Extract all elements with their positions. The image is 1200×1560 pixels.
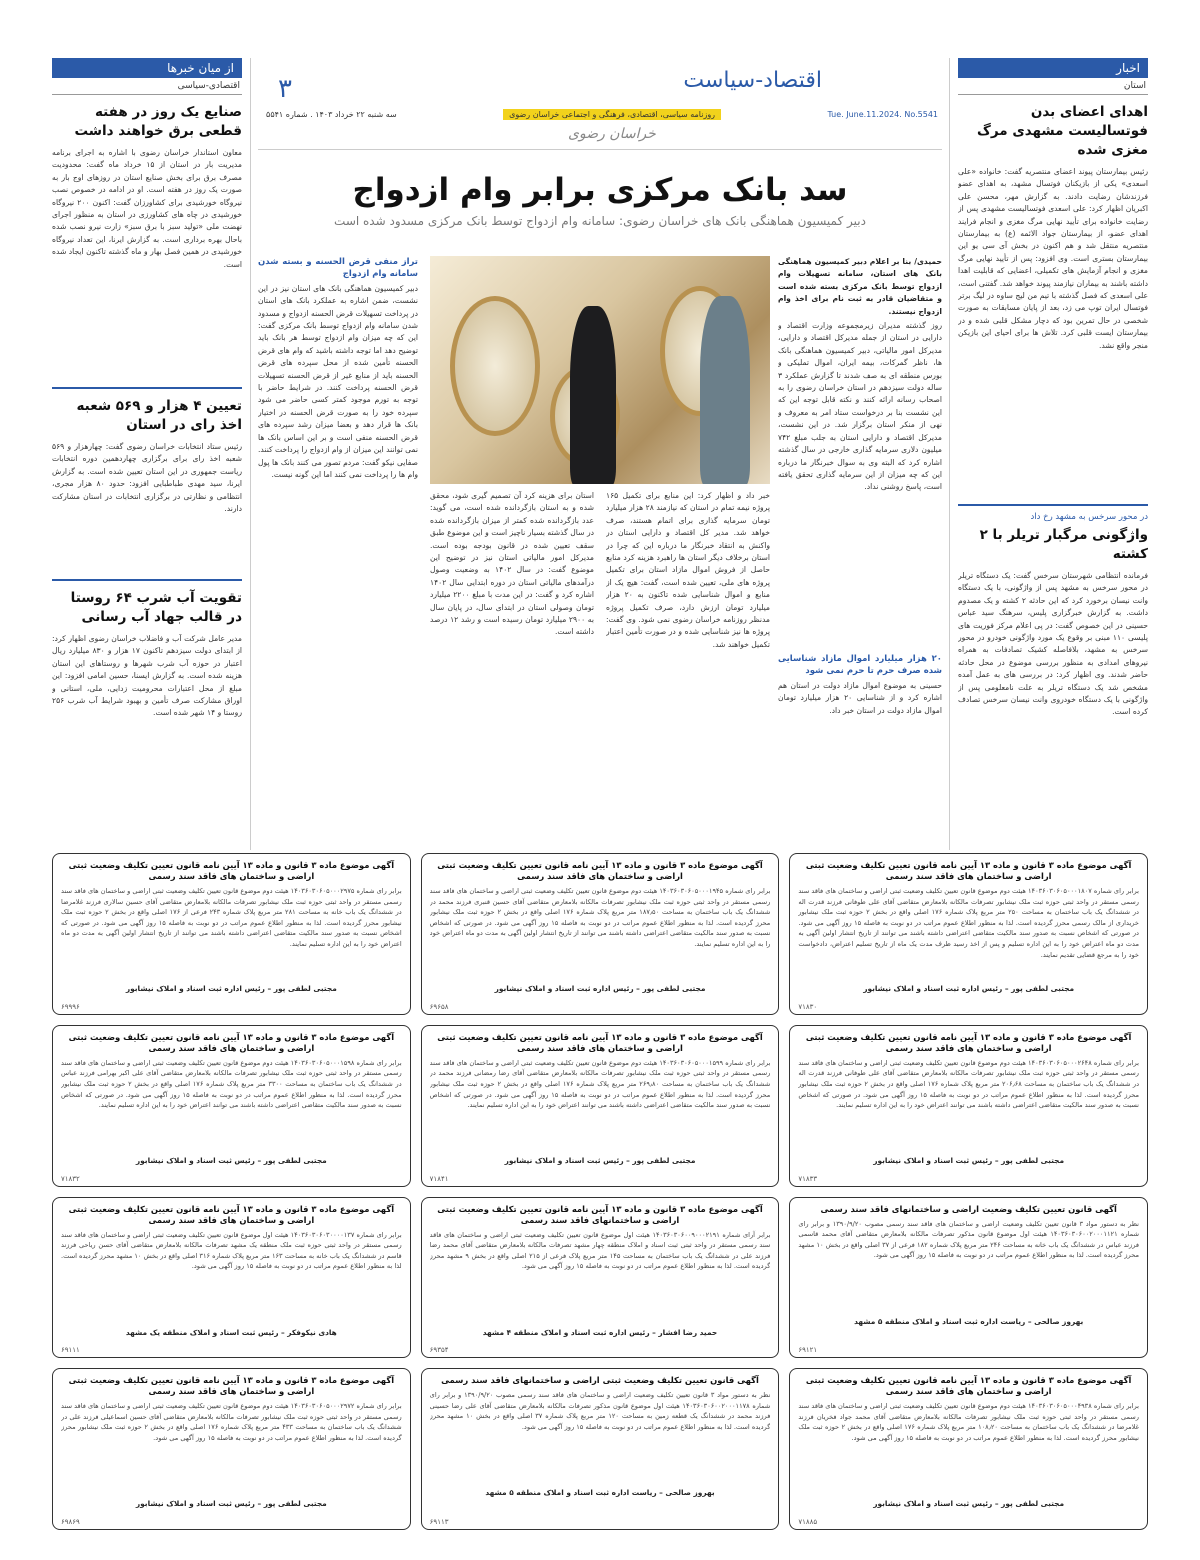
ad-title: آگهی موضوع ماده ۳ قانون و ماده ۱۳ آیین نامه قانون تعیین تکلیف وضعیت ثبتی اراضی و ساختمان های فاقد سند رسمی <box>68 1375 395 1397</box>
ad-title: آگهی موضوع ماده ۳ قانون و ماده ۱۳ آیین نامه قانون تعیین تکلیف وضعیت ثبتی اراضی و ساختمان های فاقد سند رسمی <box>437 860 763 881</box>
ad-signature: مجتبی لطفی پور – رئیس ثبت اسناد و املاک نیشابور <box>135 1155 327 1165</box>
ad-number: ۶۹۱۱۱ <box>61 1346 80 1355</box>
ad-title: آگهی موضوع ماده ۳ قانون و ماده ۱۳ آیین نامه قانون تعیین تکلیف وضعیت ثبتی اراضی و ساختمان های فاقد سند رسمی <box>437 1031 763 1053</box>
legal-ad[interactable] <box>421 1368 780 1530</box>
story-text: دبیر کمیسیون هماهنگی بانک های استان نیز در این نشست، ضمن اشاره به عملکرد بانک های استان در پرداخت تسهیلات قرض الحسنه ازدواج و مسدود شدن سامانه وام ازدواج توسط بانک مرکزی گفت: این که چه میزان وام ازدواج توسط هر بانک باید توضیح دهد اما توجه داشته باشید که وام های قرض الحسنه تأمین شده از محل سپرده های قرض الحسنه باید از منابع غیر از قرض الحسنه تسهیلات قرض الحسنه پرداخت کنند. در شرایط حاضر با توجه به تورم موجود کمتر کسی حاضر می شود سپرده خود را به صورت قرض الحسنه در اختیار بانک ها قرار دهد و بعضا میزان رشد سپرده های قرض الحسنه منفی است و بر این اساس بانک ها نمی توانند این میزان از وام ازدواج را پرداخت کنند. صفایی نیکو گفت: مردم تصور می کنند بانک ها پول وام ها را پرداخت نمی کنند اما این گونه نیست. <box>258 283 418 479</box>
ad-title: آگهی موضوع ماده ۳ قانون و ماده ۱۳ آیین نامه قانون تعیین تکلیف وضعیت ثبتی اراضی و ساختمان های فاقد سند رسمی <box>805 860 1132 881</box>
news-kicker: در محور سرخس به مشهد رخ داد <box>1030 512 1148 522</box>
ad-title: آگهی موضوع ماده ۳ قانون و ماده ۱۳ آیین نامه قانون تعیین تکلیف وضعیت ثبتی اراضی و ساختمان های فاقد سند رسمی <box>805 1031 1132 1053</box>
ad-signature: مجتبی لطفی پور – رئیس ثبت اسناد و املاک نیشابور <box>873 1499 1065 1509</box>
legal-ad[interactable] <box>789 1368 1148 1530</box>
ad-title: آگهی موضوع ماده ۳ قانون و ماده ۱۳ آیین نامه قانون تعیین تکلیف وضعیت ثبتی اراضی و ساختمان های فاقد سند رسمی <box>805 1375 1132 1397</box>
mirror-shape <box>450 296 540 436</box>
ad-title: آگهی موضوع ماده ۳ قانون و ماده ۱۳ آیین نامه قانون تعیین تکلیف وضعیت ثبتی اراضی و ساختمان های فاقد سند رسمی <box>68 1031 395 1053</box>
story-subheading: ۲۰ هزار میلیارد اموال مازاد شناسایی شده صرف حرم تا حرم نمی شود <box>778 654 942 677</box>
ad-number: ۶۹۱۱۳ <box>429 1518 449 1526</box>
news-body: فرمانده انتظامی شهرستان سرخس گفت: یک دستگاه تریلر در محور سرخس به مشهد پس از واژگونی، با یک دستگاه وانت نیسان برخورد کرد که این حادثه ۲ کشته و یک مصدوم داشت. به گزارش خبرگزاری پلیس، سرهنگ سید عباس حسینی در این خصوص گفت: در پی اعلام مرکز فوریت های پلیسی ۱۱۰ مبنی بر وقوع یک مورد واژگونی خودرو در محور سرخس به مشهد، بلافاصله کشیک تصادفات به همراه نیروهای امدادی به منظور بررسی موضوع در محل حادثه حاضر شدند. وی اظهار کرد: در بررسی های به عمل آمده مشخص شد یک دستگاه تریلر به علت نامعلومی پس از واژگونی با یک دستگاه خودروی وانت نیسان سرخس تصادف کرده است. <box>958 571 1148 717</box>
main-headline[interactable]: سد بانک مرکزی برابر وام ازدواج <box>352 172 848 208</box>
ad-number: ۶۹۶۵۸ <box>429 1002 449 1011</box>
legal-ad[interactable] <box>52 853 411 1015</box>
story-column-4 <box>258 256 418 842</box>
ad-signature: مجتبی لطفی پور – رئیس ثبت اسناد و املاک نیشابور <box>504 1155 696 1165</box>
story-lead: حمیدی/ بنا بر اعلام دبیر کمیسیون هماهنگی بانک های استان، سامانه تسهیلات وام ازدواج توسط بانک مرکزی بسته شده است و متقاضیان قادر به ثبت نام برای اخذ وام ازدواج نیستند. <box>778 257 942 316</box>
ad-body: برابر رای شماره ۱۴۰۳۶۰۳۰۶۰۵۰۰۰۴۹۳۸ هیئت دوم موضوع قانون تعیین تکلیف وضعیت ثبتی اراضی و ساختمان های فاقد سند رسمی مستقر در واحد ثبتی حوزه ثبت ملک نیشابور تصرفات مالکانه بلامعارض متقاضی آقای محمد جواد فخریان فرزند غلامرضا در ششدانگ یک باب ساختمان به مساحت ۱۰۸٫۲۰ متر مربع پلاک شماره ۱۷۶ اصلی واقع در بخش ۲ حوزه ثبت ملک نیشابور محرز گردیده است. لذا به منظور اطلاع عموم مراتب در دو نوبت به فاصله ۱۵ روز آگهی می شود. <box>798 1402 1139 1443</box>
legal-ad[interactable] <box>52 1368 411 1530</box>
page-header <box>258 58 942 150</box>
ad-signature: مجتبی لطفی پور – رئیس اداره ثبت اسناد و املاک نیشابور <box>494 984 706 993</box>
news-headline[interactable]: تعیین ۴ هزار و ۵۶۹ شعبه اخذ رای در استان <box>76 398 242 433</box>
story-column-3: استان برای هزینه کرد آن تصمیم گیری شود، محقق شده و به استان بازگردانده شده است، می گوید: عدد بازگردانده شده کمتر از میزان بازگردانده شده در سال گذشته بسیار ناچیز است و این موضوع طبق سقف تعیین شده در قانون بودجه بوده است. مدیرکل امور مالیاتی استان نیز در توضیح این موضوع گفت: در سال ۱۴۰۲ به وضعیت وصول درآمدهای مالیاتی استان در دوره ابتدایی سال ۱۴۰۲ اشاره کرد و گفت: در این مدت با مبلغ ۲۲۰۰ میلیارد تومان وصولی استان در ابتدای سال، در پایان سال به ۲۹۰۰ میلیارد تومان رسیده است و رشد ۱۲ درصد داشته است. <box>430 491 594 637</box>
news-body: رئیس بیمارستان پیوند اعضای منتصریه گفت: خانواده «علی اسعدی» یکی از بازیکنان فوتسال مشهد، به اهدای عضو فرزندشان رضایت دادند. به گزارش مهر، محسن علی اکبریان اظهار کرد: علی اسعدی فوتسالیست مشهدی پس از رضایت خانواده برای تأیید نهایی مرگ مغزی و انجام فرایند اهدای عضو، از بیمارستان جواد الائمه (ع) به بیمارستان منتصریه منتقل شد و هم اکنون در بخش آی سی یو این بیمارستان بستری است. وی افزود: پس از تأیید نهایی مرگ مغزی و انجام آزمایش های تکمیلی، اعضایی که قابلیت اهدا داشته باشند به بیماران نیازمند پیوند خواهد شد. گفتنی است، علی اسعدی که فصل گذشته با تیم من لیج ساوه در لیگ برتر فوتسال ایران توپ می زد، بعد از پایان مسابقات به صورت شخصی در حال تمرین بود که دچار مشکل قلبی شده و در بیمارستان ایست قلبی کرد. تلاش ها برای احیای این بازیکن منجر واقع نشد. <box>958 167 1148 350</box>
ad-title: آگهی موضوع ماده ۳ قانون و ماده ۱۳ آیین نامه قانون تعیین تکلیف وضعیت ثبتی اراضی و ساختمان های فاقد سند رسمی <box>68 860 395 881</box>
story-columns <box>258 256 942 846</box>
date-bar <box>258 106 942 122</box>
ad-number: ۶۹۱۲۱ <box>798 1346 818 1355</box>
date-persian: سه شنبه ۲۲ خرداد ۱۴۰۳ . شماره ۵۵۴۱ <box>266 109 397 119</box>
ad-body: برابر رای شماره ۱۴۰۳۶۰۳۰۶۰۵۰۰۰۲۹۷۲ هیئت دوم موضوع قانون تعیین تکلیف وضعیت ثبتی اراضی و ساختمان های فاقد سند رسمی مستقر در واحد ثبتی حوزه ثبت ملک نیشابور تصرفات مالکانه بلامعارض متقاضی آقای حسین اسماعیلی فرزند علی در ششدانگ یک باب ساختمان به مساحت ۴۳۳ متر مربع پلاک شماره ۱۷۶ اصلی واقع در بخش ۲ حوزه ثبت ملک نیشابور محرز گردیده است. لذا به منظور اطلاع عموم مراتب در دو نوبت به فاصله ۱۵ روز آگهی می شود. <box>61 1402 402 1443</box>
column-divider <box>250 58 251 850</box>
legal-ad[interactable] <box>789 1197 1148 1359</box>
ad-title: آگهی موضوع ماده ۳ قانون و ماده ۱۳ آیین نامه قانون تعیین تکلیف وضعیت ثبتی اراضی و ساختمانهای فاقد سند رسمی <box>437 1203 763 1225</box>
ad-body: برابر رای شماره ۱۴۰۳۶۰۳۰۶۰۵۰۰۰۱۸۰۷ هیئت دوم موضوع قانون تعیین تکلیف وضعیت ثبتی اراضی و ساختمان های فاقد سند رسمی مستقر در واحد ثبتی حوزه ثبت ملک نیشابور تصرفات مالکانه بلامعارض متقاضی آقای علی طوفانی فرزند قدرت اله در ششدانگ یک باب ساختمان به مساحت ۲۵۰ متر مربع پلاک شماره ۱۷۶ اصلی واقع در بخش ۲ حوزه ثبت ملک نیشابور خریداری از مالک رسمی محرز گردیده است. لذا به منظور اطلاع عموم مراتب در دو نوبت به فاصله ۱۵ روز آگهی می شود. در صورتی که اشخاص نسبت به صدور سند مالکیت متقاضی اعتراضی داشته باشند می توانند از تاریخ انتشار اولین آگهی به مدت دو ماه اعتراض خود را به این اداره تسلیم و پس از اخذ رسید ظرف مدت یک ماه از تاریخ تسلیم اعتراض، دادخواست خود را به مرجع قضایی تقدیم نمایند. <box>798 887 1139 959</box>
story-text: روز گذشته مدیران زیرمجموعه وزارت اقتصاد و دارایی در استان از جمله مدیرکل اقتصاد و دارایی، مدیرکل امور مالیاتی، دبیر کمیسیون هماهنگی بانک ها، ناظر گمرکات، بیمه ایران، اموال تملیکی و بورس منطقه ای به صف شدند تا گزارش عملکرد ۳ ساله دولت سیزدهم در استان خراسان رضوی را به اصحاب رسانه ارائه کنند و نکته قابل توجه این که این نشست بنا بر درخواست ستاد امر به معروف و نهی از منکر استان برگزار شد. در این نشست، مدیرکل اقتصاد و دارایی استان به جلب مبلغ ۷۴۲ میلیون دلاری سرمایه گذاری خارجی در سال گذشته اشاره کرد که البته وی به سوال خبرنگار ما درباره این که چه میزان از این سرمایه گذاری تحقق یافته است، پاسخ روشنی نداد. <box>778 321 942 492</box>
legal-ad[interactable] <box>421 1197 780 1359</box>
section-title: اقتصاد-سیاست <box>683 68 822 93</box>
ad-body: برابر رای شماره ۱۴۰۳۶۰۳۰۶۰۵۰۰۰۱۹۴۵ هیئت دوم موضوع قانون تعیین تکلیف وضعیت ثبتی اراضی و ساختمان های فاقد سند رسمی مستقر در واحد ثبتی حوزه ثبت ملک نیشابور تصرفات مالکانه بلامعارض متقاضی آقای حسین قنبری فرزند محمد در ششدانگ یک باب ساختمان به مساحت ۱۸۷٫۵۰ متر مربع پلاک شماره ۱۷۶ اصلی واقع در بخش ۲ حوزه ثبت ملک نیشابور محرز گردیده است. لذا به منظور اطلاع عموم مراتب در دو نوبت به فاصله ۱۵ روز آگهی می شود. در صورتی که اشخاص نسبت به صدور سند مالکیت متقاضی اعتراضی داشته باشند می توانند از تاریخ انتشار اولین آگهی به مدت دو ماه اعتراض خود را به این اداره تسلیم نمایند. <box>429 887 771 948</box>
ad-number: ۷۱۸۳۲ <box>61 1174 80 1183</box>
ad-body: نظر به دستور مواد ۳ قانون تعیین تکلیف وضعیت اراضی و ساختمان های فاقد سند رسمی مصوب ۱۳۹۰/۹/۲۰ و برابر رای شماره ۱۴۰۳۶۰۳۰۶۰۰۲۰۰۰۱۱۲۱ هیئت اول موضوع قانون مذکور تصرفات مالکانه بلامعارض متقاضی آقای محمد قاسمی فرزند عباس در ششدانگ یک باب خانه به مساحت ۲۴۶ متر مربع پلاک شماره ۱۸۲ فرعی از ۳۷ اصلی واقع در بخش ۱۰ مشهد محرز گردیده است. لذا به منظور اطلاع عموم مراتب در دو نوبت به فاصله ۱۵ روز آگهی می شود. <box>798 1219 1139 1260</box>
section-tag: اخبار <box>958 58 1148 78</box>
ad-signature: مجتبی لطفی پور – رئیس ثبت اسناد و املاک نیشابور <box>135 1499 327 1509</box>
ad-body: برابر رای شماره ۱۴۰۳۶۰۳۰۶۰۵۰۰۰۱۵۹۹ هیئت دوم موضوع قانون تعیین تکلیف وضعیت ثبتی اراضی و ساختمان های فاقد سند رسمی مستقر در واحد ثبتی حوزه ثبت ملک نیشابور تصرفات مالکانه بلامعارض متقاضی آقای رضا رمضانی فرزند محمد در ششدانگ یک باب ساختمان به مساحت ۲۶۹٫۸۰ متر مربع پلاک شماره ۱۷۶ اصلی واقع در بخش ۲ حوزه ثبت ملک نیشابور محرز گردیده است. لذا به منظور اطلاع عموم مراتب در دو نوبت به فاصله ۱۵ روز آگهی می شود. در صورتی که اشخاص نسبت به صدور سند مالکیت متقاضی اعتراضی داشته باشند می توانند اعتراض خود را به این اداره تسلیم نمایند. <box>429 1058 771 1110</box>
news-headline[interactable]: واژگونی مرگبار تریلر با ۲ کشته <box>979 527 1148 562</box>
legal-ad[interactable] <box>789 1025 1148 1187</box>
ad-number: ۷۱۸۳۰ <box>798 1002 818 1011</box>
date-english: Tue. June.11.2024. No.5541 <box>827 109 938 119</box>
ad-signature: بهروز صالحی – ریاست اداره ثبت اسناد و املاک منطقه ۵ مشهد <box>854 1316 1084 1326</box>
legal-ad[interactable] <box>52 1025 411 1187</box>
newspaper-logo: خراسان رضوی <box>568 126 656 142</box>
ad-signature: بهروز صالحی – ریاست اداره ثبت اسناد و املاک منطقه ۵ مشهد <box>485 1488 715 1498</box>
news-body: رئیس ستاد انتخابات خراسان رضوی گفت: چهارهزار و ۵۶۹ شعبه اخذ رای برای برگزاری چهاردهمین دوره انتخابات ریاست جمهوری در این استان تعیین شده است. به گزارش ایرنا، سید مهدی طباطبایی افزود: حدود ۸۰ هزار مجری، انتظامی و نظارتی در برگزاری انتخابات در استان مشارکت دارند. <box>52 442 242 514</box>
legal-ads-grid <box>52 853 1148 1530</box>
story-column-2: خبر داد و اظهار کرد: این منابع برای تکمیل ۱۶۵ پروژه نیمه تمام در استان که نیازمند ۲۸ هزار میلیارد تومان سرمایه گذاری برای اتمام هستند، صرف خواهد شد. مدیر کل اقتصاد و دارایی استان در واکنش به انتقاد خبرنگار ما درباره این که چرا در استان برخلاف دیگر استان ها راهبرد هزینه کرد منابع حاصل از فروش اموال مازاد استان برای تکمیل پروژه های ملی، تعیین شده است، گفت: هیچ یک از منابع و اموال شناسایی شده تاکنون به ۲۰ هزار میلیارد تومان ارزش دارد، صرف تکمیل پروژه مدنظر روزنامه خراسان رضوی نمی شود. وی گفت: پروژه ها نیز شناسایی شده و در صورت تأمین اعتبار تکمیل خواهند شد. <box>606 491 770 649</box>
story-column-1 <box>778 256 942 842</box>
divider <box>52 387 242 389</box>
paper-tagline: روزنامه سیاسی، اقتصادی، فرهنگی و اجتماعی خراسان رضوی <box>503 109 721 120</box>
column-divider <box>949 58 950 850</box>
ad-signature: مجتبی لطفی پور – رئیس اداره ثبت اسناد و املاک نیشابور <box>863 984 1075 993</box>
legal-ad[interactable] <box>421 853 780 1015</box>
ad-title: آگهی موضوع ماده ۳ قانون و ماده ۱۳ آیین نامه قانون تعیین تکلیف وضعیت ثبتی اراضی و ساختمان های فاقد سند رسمی <box>68 1203 395 1225</box>
main-story-area <box>258 58 942 850</box>
left-news-column <box>52 58 242 850</box>
ad-title: آگهی قانون تعیین تکلیف وضعیت اراضی و ساختمانهای فاقد سند رسمی <box>820 1203 1117 1214</box>
ad-body: برابر رای شماره ۱۴۰۳۶۰۳۰۶۰۵۰۰۰۲۶۴۸ هیئت دوم موضوع قانون تعیین تکلیف وضعیت ثبتی اراضی و ساختمان های فاقد سند رسمی مستقر در واحد ثبتی حوزه ثبت ملک نیشابور تصرفات مالکانه بلامعارض متقاضی آقای علی طوفانی فرزند قدرت اله در ششدانگ یک باب ساختمان به مساحت ۲۰۶٫۶۸ متر مربع پلاک شماره ۱۷۶ اصلی واقع در بخش ۲ حوزه ثبت ملک نیشابور محرز گردیده است. لذا به منظور اطلاع عموم مراتب در دو نوبت به فاصله ۱۵ روز آگهی می شود. در صورتی که اشخاص نسبت به صدور سند مالکیت متقاضی اعتراضی داشته باشند می توانند اعتراض خود را به این اداره تسلیم نمایند. <box>798 1058 1139 1110</box>
ad-body: برابر رای شماره ۱۴۰۳۶۰۳۰۶۰۵۰۰۰۱۵۹۸ هیئت دوم موضوع قانون تعیین تکلیف وضعیت ثبتی اراضی و ساختمان های فاقد سند رسمی مستقر در واحد ثبتی حوزه ثبت ملک نیشابور تصرفات مالکانه بلامعارض متقاضی آقای علی اکبر بهرامی فرزند عباس در ششدانگ یک باب ساختمان به مساحت ۳۳۰۰ متر مربع پلاک شماره ۱۷۶ اصلی واقع در بخش ۲ حوزه ثبت ملک نیشابور محرز گردیده است. لذا به منظور اطلاع عموم مراتب در دو نوبت به فاصله ۱۵ روز آگهی می شود. در صورتی که اشخاص نسبت به صدور سند مالکیت متقاضی اعتراضی داشته باشند می توانند اعتراض خود را به این اداره تسلیم نمایند. <box>61 1058 402 1110</box>
ad-number: ۶۹۳۵۴ <box>429 1346 449 1355</box>
ad-number: ۶۹۸۶۹ <box>61 1518 80 1526</box>
story-text: حسینی به موضوع اموال مازاد دولت در استان هم اشاره کرد و از شناسایی ۲۰ هزار میلیارد تومان اموال مازاد دولت در استان خبر داد. <box>778 680 942 715</box>
news-headline[interactable]: تقویت آب شرب ۶۴ روستا در قالب جهاد آب رسانی <box>70 590 242 625</box>
legal-ad[interactable] <box>421 1025 780 1187</box>
legal-ad[interactable] <box>789 853 1148 1015</box>
ad-signature: حمید رضا افشار – رئیس اداره ثبت اسناد و املاک منطقه ۴ مشهد <box>482 1327 718 1337</box>
ad-body: برابر رای شماره ۱۴۰۳۶۰۳۰۶۰۳۰۰۰۰۱۳۷ هیئت اول موضوع قانون تعیین تکلیف وضعیت ثبتی اراضی و ساختمان های فاقد سند رسمی مستقر در واحد ثبتی حوزه ثبت ملک منطقه یک مشهد تصرفات مالکانه بلامعارض متقاضی آقای حسن ریاحی فرزند قاسم در ششدانگ یک باب خانه به مساحت ۱۶۳ متر مربع پلاک شماره ۳۱۶ اصلی واقع در بخش ۱۰ مشهد محرز گردیده است. لذا به منظور اطلاع عموم مراتب در دو نوبت به فاصله ۱۵ روز آگهی می شود. <box>61 1230 402 1271</box>
news-headline[interactable]: اهدای اعضای بدن فوتسالیست مشهدی مرگ مغزی شده <box>977 104 1148 158</box>
legal-ad[interactable] <box>52 1197 411 1359</box>
ad-body: برابر رای شماره ۱۴۰۳۶۰۳۰۶۰۵۰۰۰۲۹۷۵ هیئت دوم موضوع قانون تعیین تکلیف وضعیت ثبتی اراضی و ساختمان های فاقد سند رسمی مستقر در واحد ثبتی حوزه ثبت ملک نیشابور تصرفات مالکانه بلامعارض متقاضی آقای حسین سالاری فرزند غلامرضا در ششدانگ یک باب خانه به مساحت ۲۸۱ متر مربع پلاک شماره ۲۴۳ فرعی از ۱۷۶ اصلی واقع در بخش ۲ حوزه ثبت ملک نیشابور محرز گردیده است. لذا به منظور اطلاع عموم مراتب در دو نوبت به فاصله ۱۵ روز آگهی می شود. در صورتی که اشخاص نسبت به صدور سند مالکیت متقاضی اعتراضی داشته باشند می توانند از تاریخ انتشار اولین آگهی به مدت دو ماه اعتراض خود را به این اداره تسلیم نمایند. <box>61 887 402 948</box>
ad-body: برابر آرای شماره ۱۴۰۳۶۰۳۰۶۰۰۹۰۰۰۲۱۹۱ هیئت اول موضوع قانون تعیین تکلیف وضعیت ثبتی اراضی و ساختمان های فاقد سند رسمی مستقر در واحد ثبتی ثبت اسناد و املاک منطقه چهار مشهد تصرفات مالکانه بلامعارض متقاضی آقای محمد رضا فرزند علی در ششدانگ یک باب ساختمان به مساحت ۱۴۵ متر مربع پلاک فرعی از ۲۱۵ اصلی واقع در بخش ۹ مشهد محرز گردیده است. لذا به منظور اطلاع عموم مراتب در دو نوبت به فاصله ۱۵ روز آگهی می شود. <box>429 1230 771 1271</box>
story-subheading: تراز منفی قرض الحسنه و بسته شدن سامانه وام ازدواج <box>258 257 418 280</box>
ad-signature: مجتبی لطفی پور – رئیس اداره ثبت اسناد و املاک نیشابور <box>125 984 337 993</box>
page-number: ۳ <box>278 74 292 104</box>
ad-signature: هادی نیکوفکر – رئیس ثبت اسناد و املاک منطقه یک مشهد <box>125 1327 337 1337</box>
section-subtag: استان <box>958 78 1148 95</box>
section-tag: از میان خبرها <box>52 58 242 78</box>
news-photo <box>430 256 770 484</box>
ad-body: نظر به دستور مواد ۳ قانون تعیین تکلیف وضعیت اراضی و ساختمان های فاقد سند رسمی مصوب ۱۳۹۰/۹/۲۰ و برابر رای شماره ۱۴۰۳۶۰۳۰۶۰۰۲۰۰۰۱۱۷۸ هیئت اول موضوع قانون مذکور تصرفات مالکانه بلامعارض متقاضی آقای علی رضا حسینی فرزند محمد در ششدانگ یک قطعه زمین به مساحت ۱۲۰ متر مربع پلاک شماره ۳۷ اصلی واقع در بخش ۱۰ مشهد محرز گردیده است. لذا به منظور اطلاع عموم مراتب در دو نوبت به فاصله ۱۵ روز آگهی می شود. <box>429 1391 771 1432</box>
ad-number: ۷۱۸۸۵ <box>798 1518 818 1526</box>
ad-number: ۷۱۸۳۳ <box>798 1174 818 1183</box>
divider <box>958 504 1148 506</box>
news-headline[interactable]: صنایع یک روز در هفته قطعی برق خواهند داشت <box>74 104 242 139</box>
main-subheadline: دبیر کمیسیون هماهنگی بانک های خراسان رضوی: سامانه وام ازدواج توسط بانک مرکزی مسدود شده است <box>334 214 866 228</box>
news-body: مدیر عامل شرکت آب و فاضلاب خراسان رضوی اظهار کرد: از ابتدای دولت سیزدهم تاکنون ۱۷ هزار و ۸۳۰ میلیارد ریال اعتبار در حوزه آب شرب شهرها و روستاهای این استان هزینه شده است. به گزارش ایسنا، حسین امامی افزود: این مبلغ از محل اعتبارات محرومیت زدایی، ملی، استانی و اوراق مشارکت صرف تأمین و بهبود شرایط آب شرب ۲۵۶ روستا و ۱۴ شهر شده است. <box>52 634 242 718</box>
news-body: معاون استاندار خراسان رضوی با اشاره به اجرای برنامه مدیریت بار در استان از ۱۵ خرداد ماه گفت: محدودیت مصرف برق برای بخش صنایع استان در روزهای اوج بار به صورت یک روز در هفته است. او در ادامه در خصوص نصب نیروگاه خورشیدی برای کشاورزان گفت: اکنون ۲۰۰ نیروگاه خورشیدی در چاه های کشاورزی در استان به منظور اجرای نهضت ملی «تولید سبز با برق سبز» زارت نیرو نصب شده باحال بهره برداری است. به گزارش ایرنا، این تعداد نیروگاه خورشیدی در همین فصل بهار و ماه گذشته تاکنون ایجاد شده است. <box>52 148 242 269</box>
ad-number: ۷۱۸۴۱ <box>429 1174 449 1183</box>
ad-title: آگهی قانون تعیین تکلیف وضعیت ثبتی اراضی و ساختمانهای فاقد سند رسمی <box>441 1375 759 1386</box>
section-subtag: اقتصادی-سیاسی <box>52 78 242 95</box>
right-news-column <box>958 58 1148 850</box>
person-figure <box>570 306 616 484</box>
ad-number: ۶۹۹۹۶ <box>61 1002 80 1011</box>
person-figure <box>700 296 750 484</box>
divider <box>52 579 242 581</box>
ad-signature: مجتبی لطفی پور – رئیس ثبت اسناد و املاک نیشابور <box>873 1155 1065 1165</box>
